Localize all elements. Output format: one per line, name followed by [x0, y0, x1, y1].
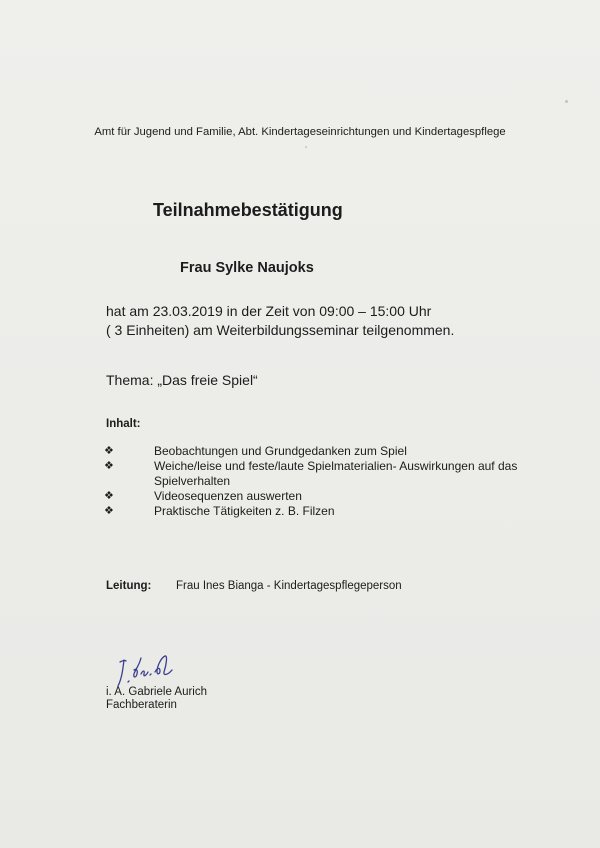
list-item-text: Videosequenzen auswerten — [154, 489, 302, 503]
diamond-bullet-icon: ❖ — [104, 460, 114, 472]
content-list — [104, 444, 544, 519]
list-item — [104, 489, 544, 504]
content-label: Inhalt: — [106, 418, 141, 430]
diamond-bullet-icon: ❖ — [104, 505, 114, 517]
list-item — [104, 444, 544, 459]
department-header: Amt für Jugend und Familie, Abt. Kindertageseinrichtungen und Kindertagespflege — [94, 126, 506, 138]
diamond-bullet-icon: ❖ — [104, 445, 114, 457]
list-item-text: Weiche/leise und feste/laute Spielmaterialien- Auswirkungen auf das Spielverhalten — [154, 459, 518, 488]
seminar-topic: Thema: „Das freie Spiel“ — [106, 372, 258, 388]
leitung-value: Frau Ines Bianga - Kindertagespflegeperson — [176, 580, 402, 592]
attendance-date-time: hat am 23.03.2019 in der Zeit von 09:00 – 15:00 Uhr — [106, 303, 432, 319]
attendance-units: ( 3 Einheiten) am Weiterbildungsseminar teilgenommen. — [106, 322, 455, 338]
list-item — [104, 504, 544, 519]
paper-speck — [565, 100, 568, 103]
list-item — [104, 459, 544, 489]
participant-name: Frau Sylke Naujoks — [180, 260, 314, 276]
document-title: Teilnahmebestätigung — [153, 200, 343, 220]
signer-name: i. A. Gabriele Aurich — [106, 686, 207, 698]
handwritten-signature — [108, 648, 198, 690]
signer-role: Fachberaterin — [106, 699, 177, 711]
paper-speck — [305, 146, 307, 148]
diamond-bullet-icon: ❖ — [104, 490, 114, 502]
leitung-label: Leitung: — [106, 580, 152, 592]
list-item-text: Praktische Tätigkeiten z. B. Filzen — [154, 504, 335, 518]
list-item-text: Beobachtungen und Grundgedanken zum Spiel — [154, 444, 407, 458]
